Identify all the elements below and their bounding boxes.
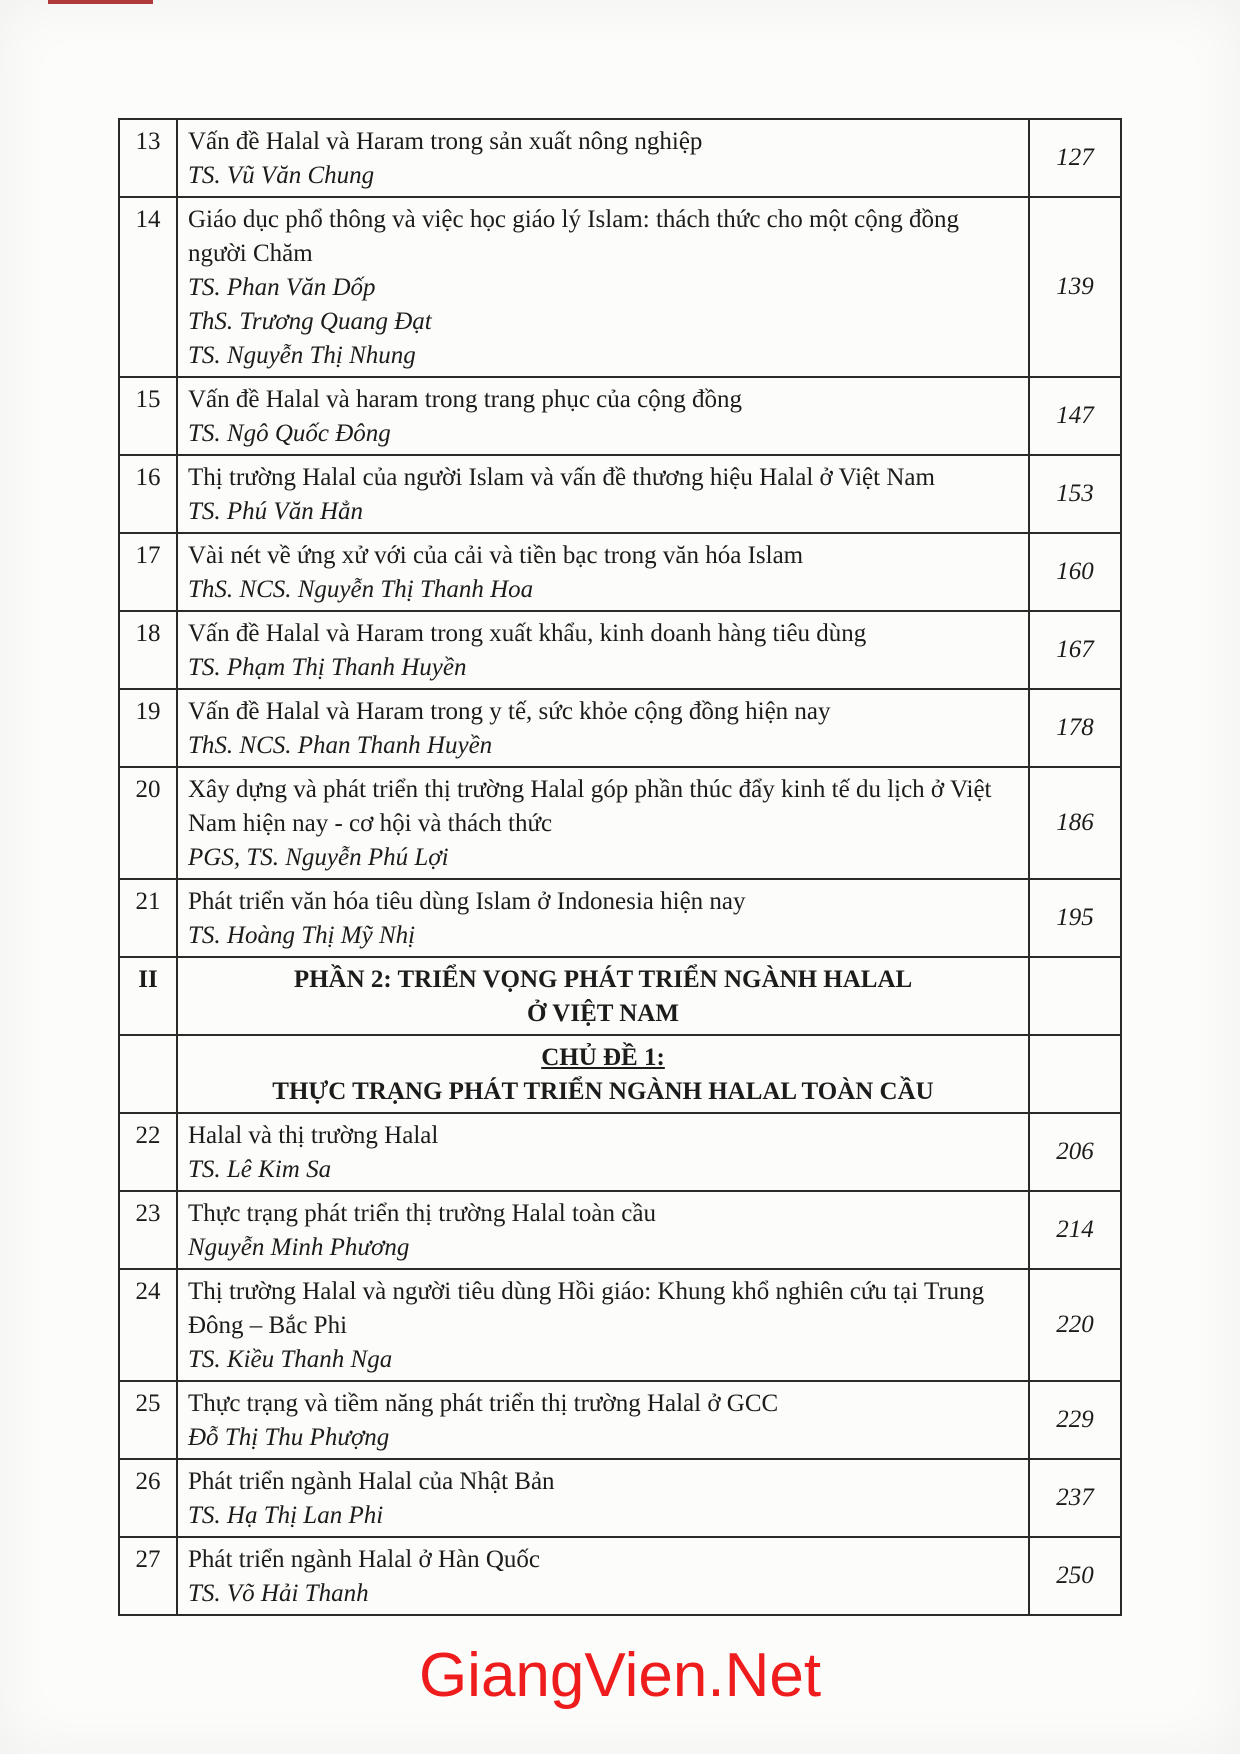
entry-number: 20: [119, 767, 177, 879]
part-number: II: [119, 957, 177, 1035]
entry-content: [177, 455, 1029, 533]
entry-author: TS. Nguyễn Thị Nhung: [188, 342, 416, 369]
topic-name: THỰC TRẠNG PHÁT TRIỂN NGÀNH HALAL TOÀN CẦU: [272, 1078, 934, 1105]
entry-page: 127: [1029, 119, 1121, 197]
part-title: [177, 957, 1029, 1035]
entry-page: 167: [1029, 611, 1121, 689]
entry-number: 25: [119, 1381, 177, 1459]
entry-number: 15: [119, 377, 177, 455]
entry-title: Vấn đề Halal và Haram trong y tế, sức khỏe cộng đồng hiện nay: [188, 698, 831, 725]
toc-row: [119, 767, 1121, 879]
entry-page: 214: [1029, 1191, 1121, 1269]
entry-title: Thị trường Halal của người Islam và vấn đề thương hiệu Halal ở Việt Nam: [188, 464, 935, 491]
part-heading-row: [119, 957, 1121, 1035]
entry-author: TS. Võ Hải Thanh: [188, 1580, 369, 1607]
entry-number: 16: [119, 455, 177, 533]
entry-page: 160: [1029, 533, 1121, 611]
toc-row: [119, 119, 1121, 197]
entry-page: 195: [1029, 879, 1121, 957]
entry-title: Thực trạng phát triển thị trường Halal toàn cầu: [188, 1200, 656, 1227]
entry-number: 19: [119, 689, 177, 767]
toc-row: [119, 611, 1121, 689]
topic-label: CHỦ ĐỀ 1:: [541, 1044, 665, 1071]
entry-page: 147: [1029, 377, 1121, 455]
entry-content: [177, 1113, 1029, 1191]
entry-number: 18: [119, 611, 177, 689]
entry-author: TS. Kiều Thanh Nga: [188, 1346, 393, 1373]
entry-content: [177, 879, 1029, 957]
entry-content: [177, 1269, 1029, 1381]
entry-page: 206: [1029, 1113, 1121, 1191]
entry-title: Halal và thị trường Halal: [188, 1122, 439, 1149]
entry-author: PGS, TS. Nguyễn Phú Lợi: [188, 844, 449, 871]
entry-title: Vấn đề Halal và Haram trong xuất khẩu, kinh doanh hàng tiêu dùng: [188, 620, 867, 647]
toc-row: [119, 197, 1121, 377]
watermark: GiangVien.Net: [418, 1641, 822, 1710]
entry-author: TS. Phú Văn Hẳn: [188, 498, 363, 525]
entry-author: TS. Vũ Văn Chung: [188, 162, 375, 189]
entry-title: Xây dựng và phát triển thị trường Halal góp phần thúc đẩy kinh tế du lịch ở Việt Nam hiện nay - cơ hội và thách thức: [188, 776, 992, 837]
toc-row: [119, 1381, 1121, 1459]
entry-title: Vài nét về ứng xử với của cải và tiền bạc trong văn hóa Islam: [188, 542, 804, 569]
entry-page: 139: [1029, 197, 1121, 377]
entry-content: [177, 689, 1029, 767]
part-title-line2: Ở VIỆT NAM: [527, 1000, 679, 1027]
toc-row: [119, 1269, 1121, 1381]
topic-title: [177, 1035, 1029, 1113]
part-page-empty: [1029, 957, 1121, 1035]
entry-title: Phát triển ngành Halal ở Hàn Quốc: [188, 1546, 541, 1573]
entry-author: ThS. Trương Quang Đạt: [188, 308, 432, 335]
entry-content: [177, 1191, 1029, 1269]
part-title-line1: PHẦN 2: TRIỂN VỌNG PHÁT TRIỂN NGÀNH HALAL: [293, 966, 913, 993]
entry-content: [177, 197, 1029, 377]
table-of-contents: [118, 118, 1122, 1616]
toc-row: [119, 1113, 1121, 1191]
corner-mark: [48, 0, 153, 4]
entry-author: Nguyễn Minh Phương: [188, 1234, 410, 1261]
entry-title: Thực trạng và tiềm năng phát triển thị trường Halal ở GCC: [188, 1390, 779, 1417]
entry-page: 186: [1029, 767, 1121, 879]
entry-title: Vấn đề Halal và haram trong trang phục của cộng đồng: [188, 386, 742, 413]
toc-row: [119, 689, 1121, 767]
entry-number: 17: [119, 533, 177, 611]
entry-author: TS. Lê Kim Sa: [188, 1156, 332, 1183]
entry-author: TS. Phạm Thị Thanh Huyền: [188, 654, 467, 681]
entry-page: 220: [1029, 1269, 1121, 1381]
topic-heading-row: [119, 1035, 1121, 1113]
entry-number: 22: [119, 1113, 177, 1191]
toc-row: [119, 455, 1121, 533]
entry-content: [177, 377, 1029, 455]
entry-page: 229: [1029, 1381, 1121, 1459]
entry-content: [177, 1381, 1029, 1459]
entry-page: 178: [1029, 689, 1121, 767]
entry-author: TS. Ngô Quốc Đông: [188, 420, 391, 447]
entry-title: Phát triển văn hóa tiêu dùng Islam ở Indonesia hiện nay: [188, 888, 746, 915]
toc-row: [119, 1459, 1121, 1537]
topic-page-empty: [1029, 1035, 1121, 1113]
entry-number: 24: [119, 1269, 177, 1381]
toc-row: [119, 1191, 1121, 1269]
entry-content: [177, 611, 1029, 689]
entry-content: [177, 119, 1029, 197]
entry-number: 21: [119, 879, 177, 957]
entry-author: TS. Phan Văn Dốp: [188, 274, 376, 301]
entry-number: 23: [119, 1191, 177, 1269]
entry-content: [177, 767, 1029, 879]
entry-content: [177, 533, 1029, 611]
entry-author: TS. Hoàng Thị Mỹ Nhị: [188, 922, 416, 949]
entry-number: 27: [119, 1537, 177, 1615]
toc-row: [119, 533, 1121, 611]
toc-row: [119, 879, 1121, 957]
entry-author: ThS. NCS. Nguyễn Thị Thanh Hoa: [188, 576, 534, 603]
entry-author: Đỗ Thị Thu Phượng: [188, 1424, 390, 1451]
entry-number: 26: [119, 1459, 177, 1537]
toc-row: [119, 1537, 1121, 1615]
entry-content: [177, 1537, 1029, 1615]
topic-number-empty: [119, 1035, 177, 1113]
entry-title: Thị trường Halal và người tiêu dùng Hồi giáo: Khung khổ nghiên cứu tại Trung Đông – Bắc Phi: [188, 1278, 985, 1339]
entry-number: 13: [119, 119, 177, 197]
entry-author: TS. Hạ Thị Lan Phi: [188, 1502, 384, 1529]
entry-title: Phát triển ngành Halal của Nhật Bản: [188, 1468, 555, 1495]
entry-number: 14: [119, 197, 177, 377]
entry-content: [177, 1459, 1029, 1537]
toc-row: [119, 377, 1121, 455]
entry-page: 237: [1029, 1459, 1121, 1537]
entry-title: Vấn đề Halal và Haram trong sản xuất nông nghiệp: [188, 128, 703, 155]
entry-page: 250: [1029, 1537, 1121, 1615]
entry-title: Giáo dục phổ thông và việc học giáo lý Islam: thách thức cho một cộng đồng người Chăm: [188, 206, 960, 267]
entry-author: ThS. NCS. Phan Thanh Huyền: [188, 732, 493, 759]
entry-page: 153: [1029, 455, 1121, 533]
